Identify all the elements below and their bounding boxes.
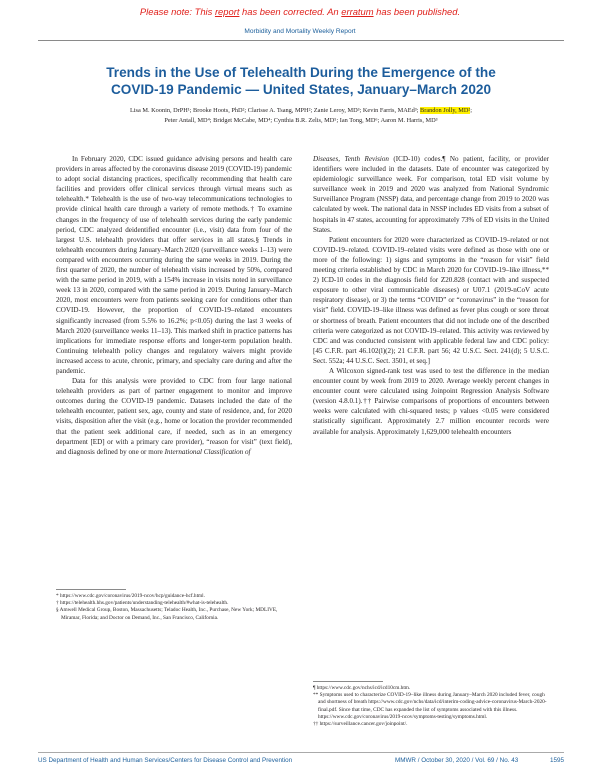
footnote-item[interactable]: ¶ https://www.cdc.gov/nchs/icd/icd10cm.htm. <box>313 685 411 691</box>
page-number: 1595 <box>549 757 564 764</box>
article-title <box>38 64 564 98</box>
paragraph-methods: A Wilcoxon signed-rank test was used to test the difference in the median encounter count by week from 2019 to 2020. Average weekly percent changes in encounter count were calculated using Joinpoint Regression Analysis Software (version 4.8.0.1).†† Pairwise comparisons of proportions of encounters between weeks were calculated with chi-squared tests; p values <0.05 were considered statistically significant. Approximately 2.7 million encounter records were available for analysis. Approximately 1,629,000 telehealth encounters <box>313 366 549 436</box>
authors-line-1-end: ; <box>470 107 473 114</box>
footer-issue: MMWR / October 30, 2020 / Vol. 69 / No. 43 <box>395 757 519 764</box>
paragraph-encounters: Patient encounters for 2020 were characterized as COVID-19–related or not COVID-19–related. COVID-19–related visits were defined as those with one or more of the following: 1) signs and symptoms in the “reason for visit” field meeting criteria established by CDC in March 2020 for COVID-19–like illness,** 2) ICD-10 codes in the diagnosis field for Z20.828 (contact with and suspected exposure to other viral communicable diseases) or U07.1 (2019-nCoV acute respiratory disease), or 3) the terms “COVID” or “coronavirus” in the “reason for visit” field. COVID-19–like illness was defined as fever plus cough or sore throat or shortness of breath. Patient encounters that did not include one of the described criteria were categorized as not COVID-19–related. This activity was reviewed by CDC and was conducted consistent with applicable federal law and CDC policy: [45 C.F.R. part 46.102(l)(2); 21 C.F.R. part 56; 42 U.S.C. Sect. 241(d); 5 U.S.C. Sect. 552a; 44 U.S.C. Sect. 3501, et seq.] <box>313 235 549 365</box>
footnote-item[interactable]: †† https://surveillance.cancer.gov/joinpoint/. <box>313 721 408 728</box>
footnotes-right <box>313 685 553 728</box>
notice-text-mid: has been corrected. An <box>239 6 342 17</box>
footnote-divider-left <box>56 589 126 590</box>
authors-line-1: Lisa M. Koonin, DrPH¹; Brooke Hoots, PhD²; Clarisse A. Tsang, MPH²; Zanie Leroy, MD³; Kevin Farris, MAEd³; <box>129 107 421 114</box>
paragraph-intro: In February 2020, CDC issued guidance advising persons and health care providers in areas affected by the coronavirus disease 2019 (COVID-19) pandemic to adopt social distancing practices, specifically recommending that health care facilities and providers offer clinical services through virtual means such as telehealth.* Telehealth is the use of two-way telecommunications technologies to provide clinical health care through a variety of remote methods.† To examine changes in the frequency of use of telehealth services during the early pandemic period, CDC analyzed deidentified encounter (i.e., visit) data from four of the largest U.S. telehealth providers that offer services in all states.§ Trends in telehealth encounters during January–March 2020 (surveillance weeks 1–13) were compared with encounters occurring during the same weeks in 2019. During the first quarter of 2020, the number of telehealth visits increased by 50%, compared with the same period in 2019, with a 154% increase in visits noted in surveillance week 13 in 2020, compared with the same period in 2019. During January–March 2020, most encounters were from patients seeking care for conditions other than COVID-19. However, the proportion of COVID-19–related encounters significantly increased (from 5.5% to 16.2%; p<0.05) during the last 3 weeks of March 2020 (surveillance weeks 11–13). This marked shift in practice patterns has implications for immediate response efforts and longer-term population health. Continuing telehealth policy changes and regulatory waivers might provide increased access to acute, chronic, primary, and specialty care during and after the pandemic. <box>56 155 292 375</box>
paragraph-continued <box>313 154 549 235</box>
footnote-divider-right <box>313 681 383 682</box>
paragraph-data <box>56 376 292 457</box>
highlighted-author: Brandon Jolly, MD² <box>420 107 471 114</box>
paragraph-data-text: Data for this analysis were provided to CDC from four large national telehealth providers as part of partner engagement to monitor and improve outcomes during the COVID-19 pandemic. Datasets included the date of the telehealth encounter, patient sex, age, county and state of residence, and, for 2020 visits, disposition after the visit (e.g., home or location the provider recommended that the patient seek additional care, if needed, such as in an emergency department [ED] or with a primary care provider), “reason for visit” (text field), and diagnosis defined by one or more <box>56 377 292 456</box>
author-list <box>42 106 560 125</box>
title-line-1: Trends in the Use of Telehealth During the Emergence of the <box>106 65 496 80</box>
footnote-item[interactable]: † https://telehealth.hhs.gov/patients/understanding-telehealth/#what-is-telehealth. <box>56 600 229 607</box>
icd-title-start: International Classification of <box>164 447 251 456</box>
notice-text-pre: Please note: This <box>139 6 215 17</box>
journal-name: Morbidity and Mortality Weekly Report <box>244 28 356 35</box>
footnote-item[interactable]: ** Symptoms used to characterize COVID-19–like illness during January–March 2020 included fever, cough and shortness of breath https://www.cdc.gov/nchs/data/icd/interim-coding-advice-coronavirus-March-2020-final.pdf. Since that time, CDC has expanded the list of symptoms associated with this illness. https://www.cdc.gov/coronavirus/2019-ncov/symptoms-testing/symptoms.html. <box>313 692 547 720</box>
footnote-item: § Amwell Medical Group, Boston, Massachusetts; Teladoc Health, Inc., Purchase, New York; MDLIVE, Miramar, Florida; and Doctor on Demand, Inc., San Francisco, California. <box>56 607 278 621</box>
icd-title-end: Diseases, Tenth Revision <box>313 155 389 163</box>
footnote-item[interactable]: * https://www.cdc.gov/coronavirus/2019-ncov/hcp/guidance-hcf.html. <box>56 593 205 599</box>
report-link[interactable]: report <box>214 6 240 17</box>
erratum-link[interactable]: erratum <box>341 6 374 17</box>
correction-notice <box>0 0 600 24</box>
footer-divider <box>38 752 564 753</box>
header-divider <box>38 40 564 41</box>
right-column <box>313 154 549 664</box>
left-column <box>56 154 292 572</box>
authors-line-2: Peter Antall, MD⁴; Bridget McCabe, MD⁴; Cynthia B.R. Zelis, MD⁵; Ian Tong, MD⁶; Aaron M. Harris, MD³ <box>164 116 438 124</box>
paragraph-continued-text: (ICD-10) codes.¶ No patient, facility, or provider identifiers were included in the datasets. Date of encounter was categorized by epidemiologic surveillance week. For comparison, total ED visit volume by surveillance week in 2019 and 2020 was analyzed from National Syndromic Surveillance Program (NSSP) data, and percentage change from 2019 to 2020 was calculated by week. The national data in NSSP includes ED visits from a subset of hospitals in 47 states, accounting for approximately 73% of ED visits in the United States. <box>313 155 549 234</box>
footer-agency: US Department of Health and Human Services/Centers for Disease Control and Prevention <box>38 757 293 764</box>
notice-text-post: has been published. <box>373 6 461 17</box>
footnotes-left <box>56 593 296 622</box>
title-line-2: COVID-19 Pandemic — United States, January–March 2020 <box>110 82 491 97</box>
